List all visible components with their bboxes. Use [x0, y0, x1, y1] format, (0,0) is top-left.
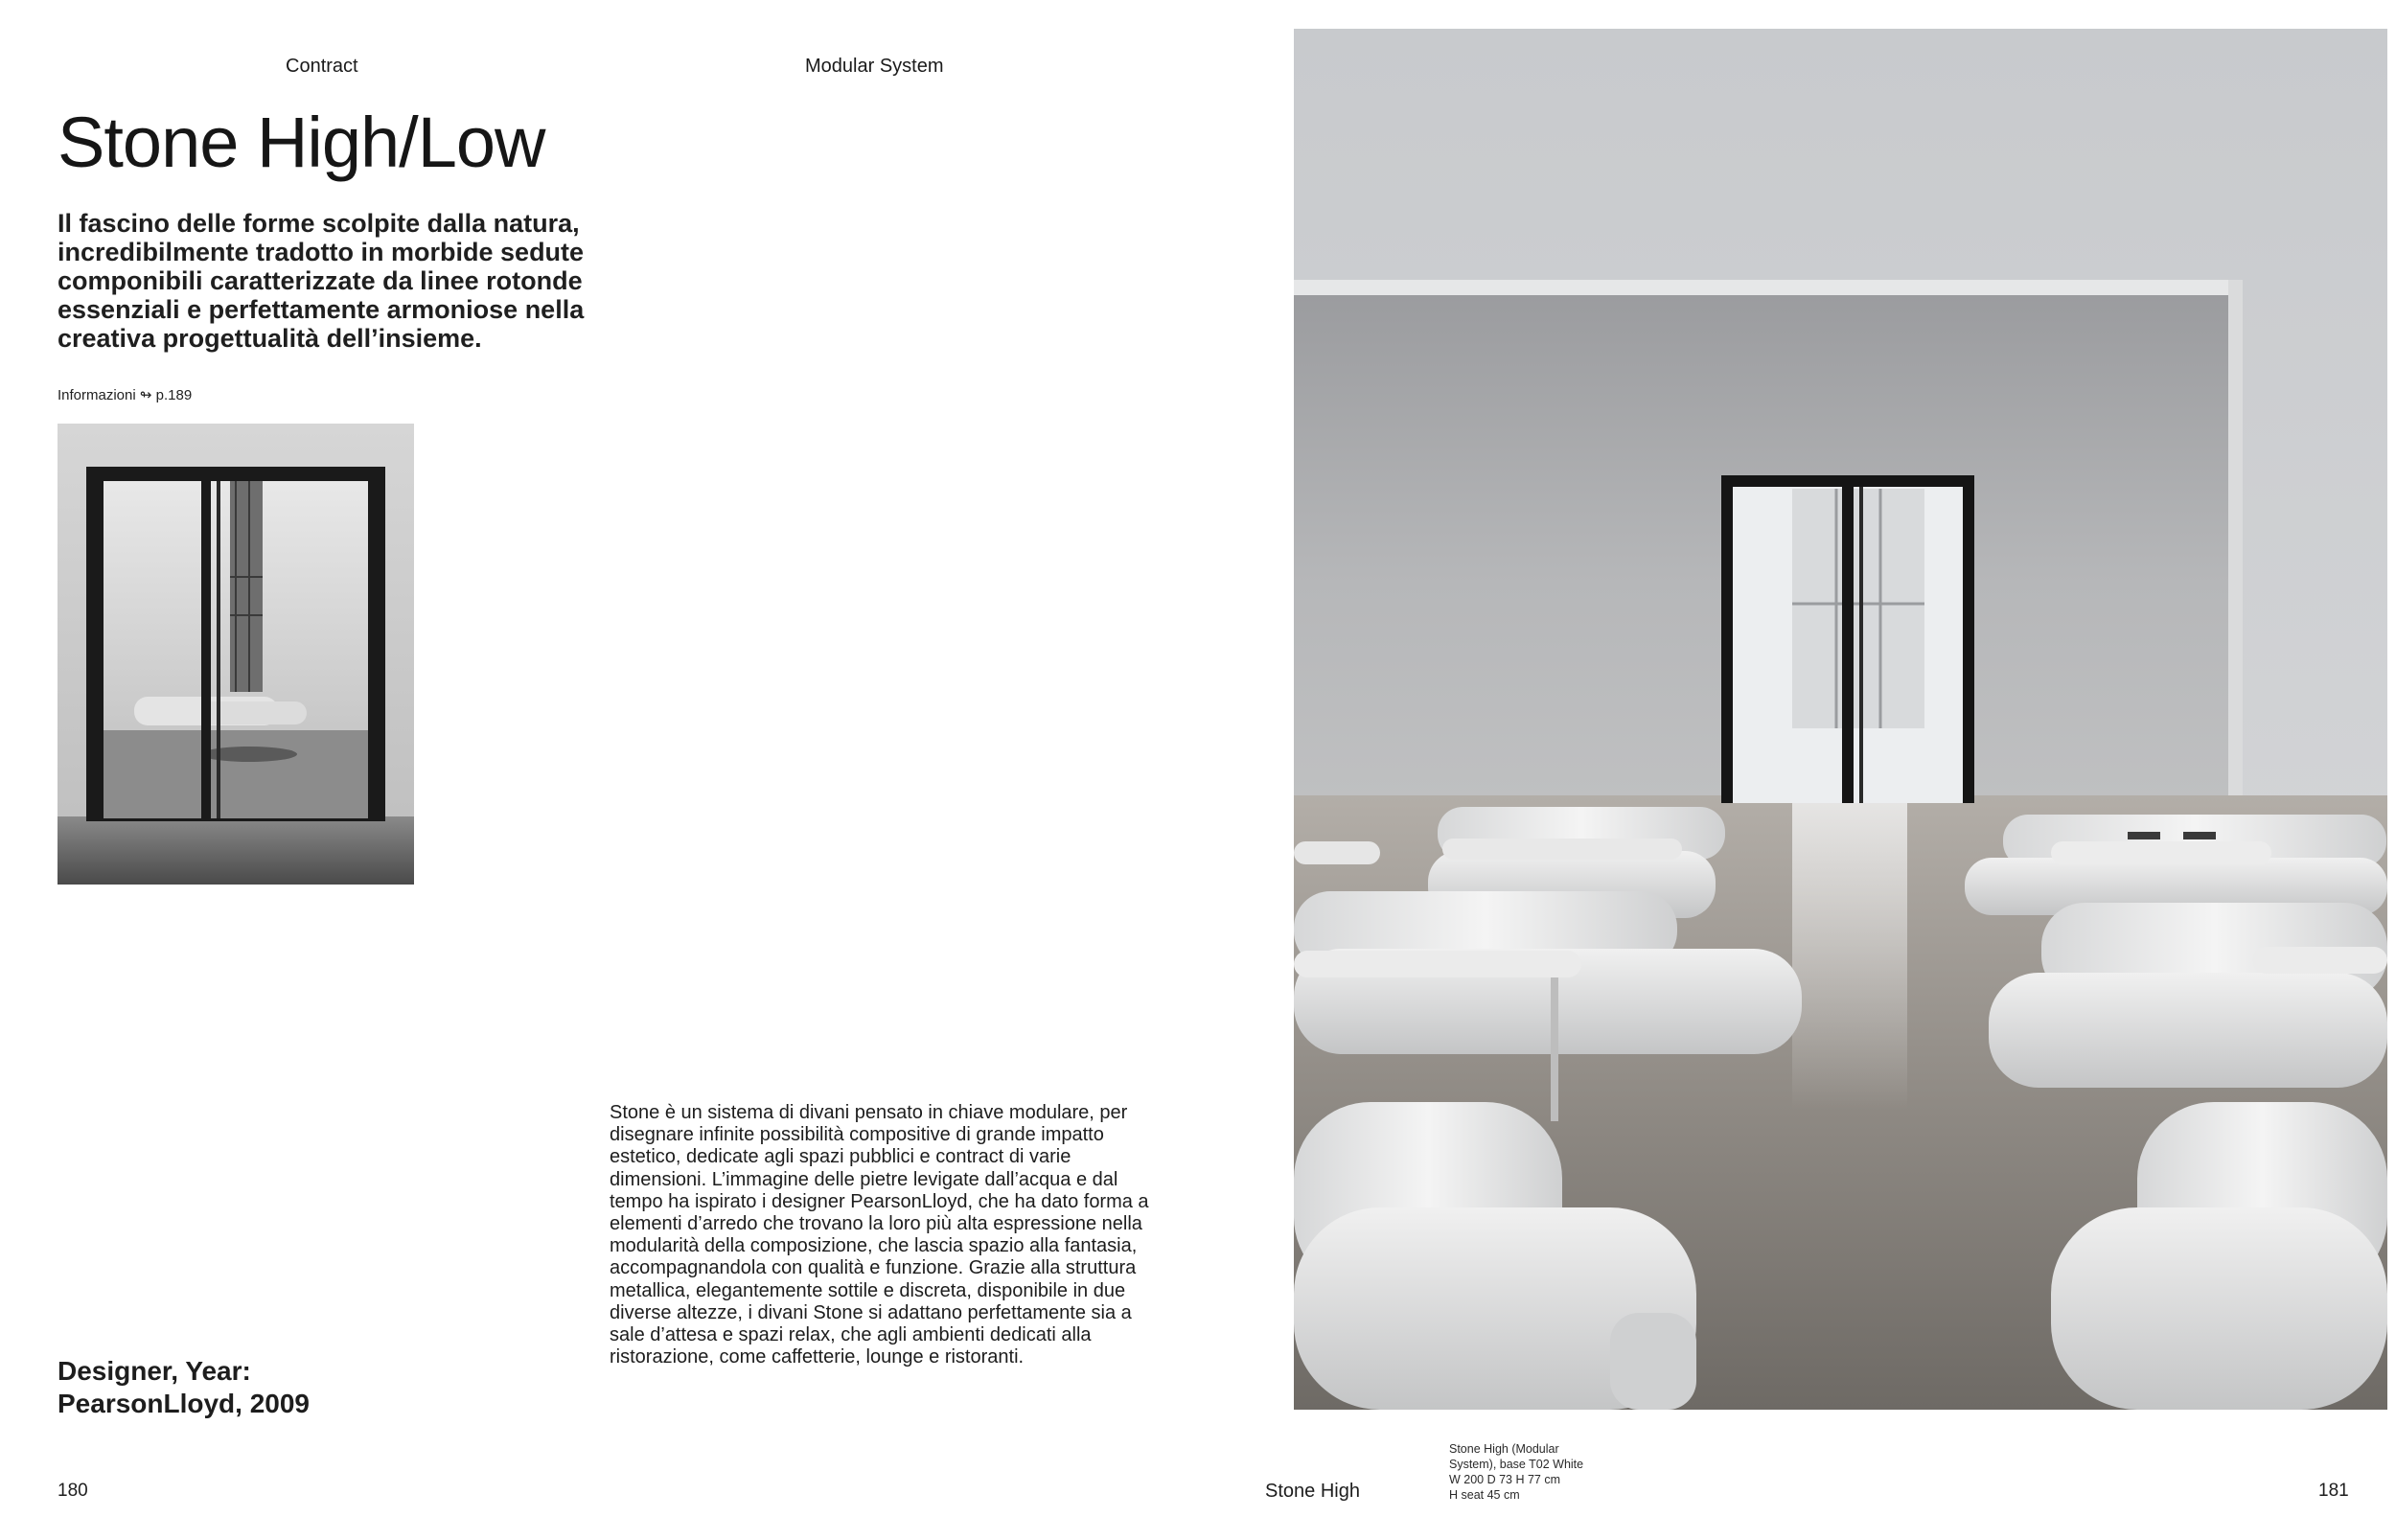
product-description: Stone è un sistema di divani pensato in chiave modulare, per disegnare infinite possibilità compositive di grande impatto estetico, dedicate agli spazi pubblici e contract di varie dimensioni. L’immagine delle pietre levigate dall’acqua e dal tempo ha ispirato i designer PearsonLloyd, che ha dato forma a elementi d’arredo che trovano la loro più alta espressione nella modularità della composizione, che lascia spazio alla fantasia, accompagnandola con qualità e funzione. Grazie alla struttura metallica, elegantemente sottile e discreta, disponibile in due diverse altezze, i divani Stone si adattano perfettamente sia a sale d’attesa e spazi relax, che agli ambienti dedicati alla ristorazione, come caffetterie, lounge e ristoranti. [610, 1102, 1149, 1368]
designer-label: Designer, Year: [58, 1356, 251, 1386]
caption-product-name: Stone High [1265, 1481, 1360, 1502]
designer-credit [58, 1355, 310, 1420]
caption-line: Stone High (Modular [1449, 1442, 1559, 1456]
lounge-photo [1294, 29, 2387, 1410]
section-label: Contract [286, 56, 358, 77]
page-number-left: 180 [58, 1481, 88, 1501]
info-reference[interactable] [58, 386, 192, 403]
category-label: Modular System [805, 56, 944, 77]
caption-line: System), base T02 White [1449, 1458, 1584, 1471]
product-title: Stone High/Low [58, 103, 545, 182]
caption-details [1449, 1441, 1583, 1503]
product-intro: Il fascino delle forme scolpite dalla natura, incredibilmente tradotto in morbide sedute componibili caratterizzate da linee rotonde essenziali e perfettamente armoniose nella creativa progettualità dell’insieme. [58, 209, 585, 353]
doorway-photo [58, 424, 414, 885]
designer-value: PearsonLloyd, 2009 [58, 1389, 311, 1418]
caption-line: W 200 D 73 H 77 cm [1449, 1473, 1561, 1486]
info-label: Informazioni [58, 387, 136, 403]
info-page: p.189 [155, 387, 193, 403]
page-number-right: 181 [2318, 1481, 2349, 1501]
arrow-icon: ↬ [139, 387, 152, 403]
caption-line: H seat 45 cm [1449, 1488, 1520, 1502]
